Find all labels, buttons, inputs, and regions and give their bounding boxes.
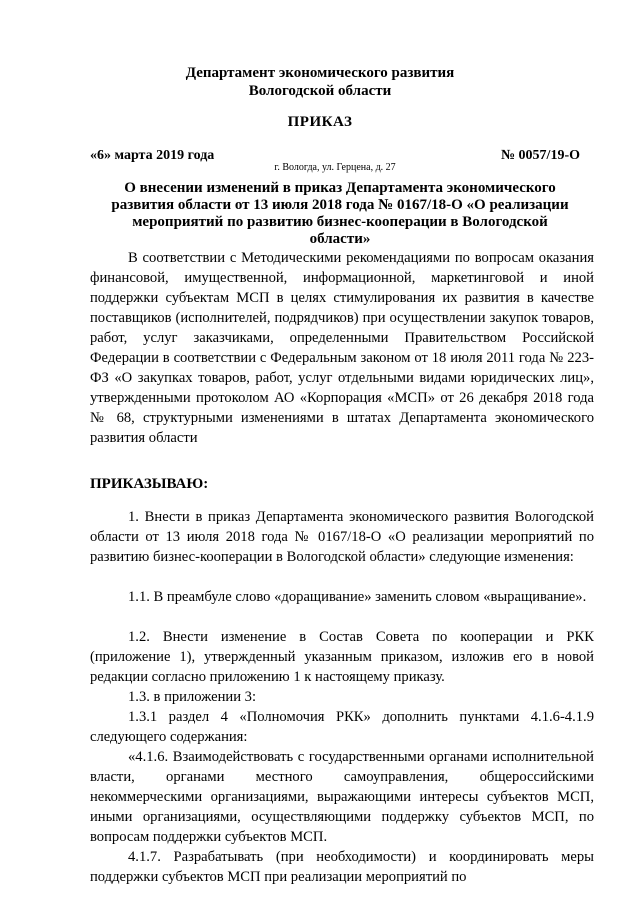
department-header [0, 64, 640, 100]
order-title: ПРИКАЗ [287, 114, 353, 130]
order-place: г. Вологда, ул. Герцена, д. 27 [274, 162, 396, 173]
order-date: «6» марта 2019 года [90, 148, 215, 163]
order-number: № 0057/19-О [500, 148, 580, 163]
item-1-3-1: 1.3.1 раздел 4 «Полномочия РКК» дополнить пунктами 4.1.6-4.1.9 следующего содержания: [90, 709, 594, 745]
order-directive-word: ПРИКАЗЫВАЮ: [90, 476, 209, 492]
preamble-paragraph: В соответствии с Методическими рекомендациями по вопросам оказания финансовой, имущественной, информационной, маркетинговой и иной поддержки субъектам МСП в целях стимулирования их развития в качестве поставщиков (исполнителей, подрядчиков) при осуществлении закупок товаров, работ, услуг заказчиками, определенными Правительством Российской Федерации в соответствии с Федеральным законом от 18 июля 2011 года № 223-ФЗ «О закупках товаров, работ, услуг отдельными видами юридических лиц», утвержденными протоколом АО «Корпорация «МСП» от 26 декабря 2018 года № 68, структурными изменениями в штатах Департамента экономического развития области [90, 250, 594, 446]
item-1-3: 1.3. в приложении 3: [128, 689, 257, 705]
order-subject: О внесении изменений в приказ Департамента экономического развития области от 13 июля 2018 года № 0167/18-О «О реализации мероприятий по развитию бизнес-кооперации в Вологодской области» [111, 180, 569, 247]
item-1: 1. Внести в приказ Департамента экономического развития Вологодской области от 13 июля 2018 года № 0167/18-О «О реализации мероприятий по развитию бизнес-кооперации в Вологодской области» следующие изменения: [90, 509, 594, 565]
item-4-1-7: 4.1.7. Разрабатывать (при необходимости) и координировать меры поддержки субъектов МСП при реализации мероприятий по [90, 849, 594, 885]
item-4-1-6: «4.1.6. Взаимодействовать с государственными органами исполнительной власти, органами местного самоуправления, общероссийскими некоммерческими организациями, выражающими интересы субъектов МСП, иными организациями, осуществляющими поддержку субъектов МСП, по вопросам поддержки субъектов МСП. [90, 749, 594, 845]
department-region: Вологодской области [248, 83, 392, 99]
department-name: Департамент экономического развития [185, 65, 455, 81]
item-1-2: 1.2. Внести изменение в Состав Совета по кооперации и РКК (приложение 1), утвержденный указанным приказом, изложив его в новой редакции согласно приложению 1 к настоящему приказу. [90, 629, 594, 685]
item-1-1: 1.1. В преамбуле слово «доращивание» заменить словом «выращивание». [128, 589, 587, 605]
